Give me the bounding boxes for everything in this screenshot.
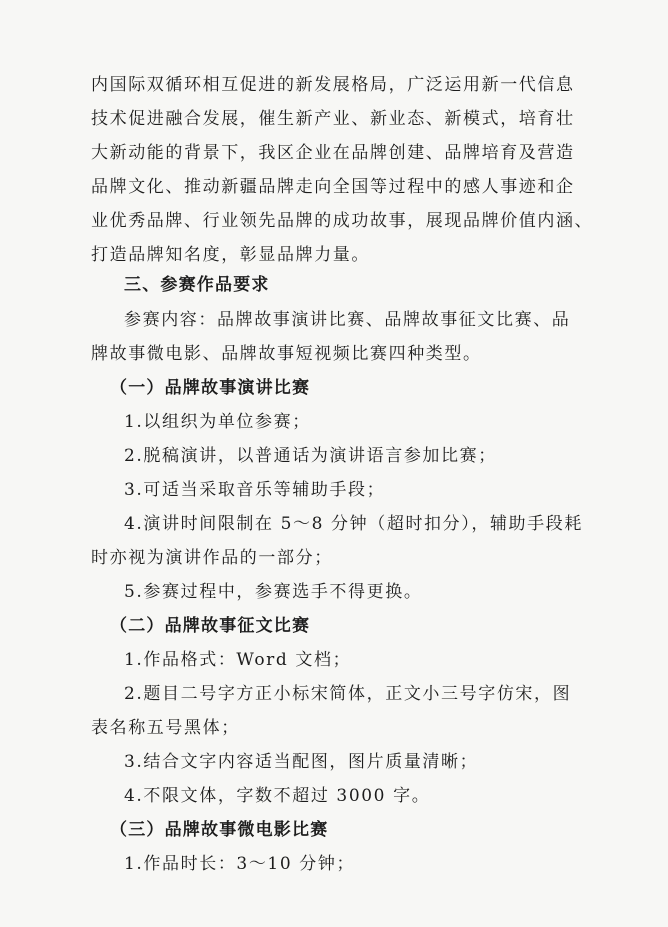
list-item: 1.作品格式：Word 文档；	[124, 650, 352, 670]
section-heading: 三、参赛作品要求	[124, 275, 270, 295]
paragraph-line: 内国际双循环相互促进的新发展格局，广泛运用新一代信息	[91, 75, 575, 95]
paragraph-line: 业优秀品牌、行业领先品牌的成功故事，展现品牌价值内涵、	[91, 211, 594, 231]
list-item: 4.不限文体，字数不超过 3000 字。	[124, 786, 431, 806]
list-item: 1.以组织为单位参赛；	[124, 412, 311, 432]
paragraph-line: 技术促进融合发展，催生新产业、新业态、新模式，培育壮	[91, 109, 575, 129]
list-item: 5.参赛过程中，参赛选手不得更换。	[124, 582, 423, 602]
list-item: 4.演讲时间限制在 5～8 分钟（超时扣分），辅助手段耗	[124, 514, 583, 534]
list-item: 3.可适当采取音乐等辅助手段；	[124, 480, 386, 500]
paragraph-line: 打造品牌知名度，彰显品牌力量。	[91, 245, 370, 265]
paragraph-line: 大新动能的背景下，我区企业在品牌创建、品牌培育及营造	[91, 143, 575, 163]
list-item: 时亦视为演讲作品的一部分；	[91, 548, 333, 568]
subsection-heading: （二）品牌故事征文比赛	[110, 616, 311, 636]
list-item: 2.题目二号字方正小标宋简体，正文小三号字仿宋，图	[124, 684, 572, 704]
list-item: 2.脱稿演讲，以普通话为演讲语言参加比赛；	[124, 446, 497, 466]
list-item: 3.结合文字内容适当配图，图片质量清晰；	[124, 752, 479, 772]
paragraph-line: 品牌文化、推动新疆品牌走向全国等过程中的感人事迹和企	[91, 177, 575, 197]
paragraph-line: 参赛内容：品牌故事演讲比赛、品牌故事征文比赛、品	[124, 310, 571, 330]
paragraph-line: 牌故事微电影、品牌故事短视频比赛四种类型。	[91, 344, 482, 364]
subsection-heading: （三）品牌故事微电影比赛	[110, 820, 329, 840]
list-item: 1.作品时长：3～10 分钟；	[124, 854, 356, 874]
subsection-heading: （一）品牌故事演讲比赛	[110, 378, 311, 398]
list-item: 表名称五号黑体；	[91, 718, 240, 738]
